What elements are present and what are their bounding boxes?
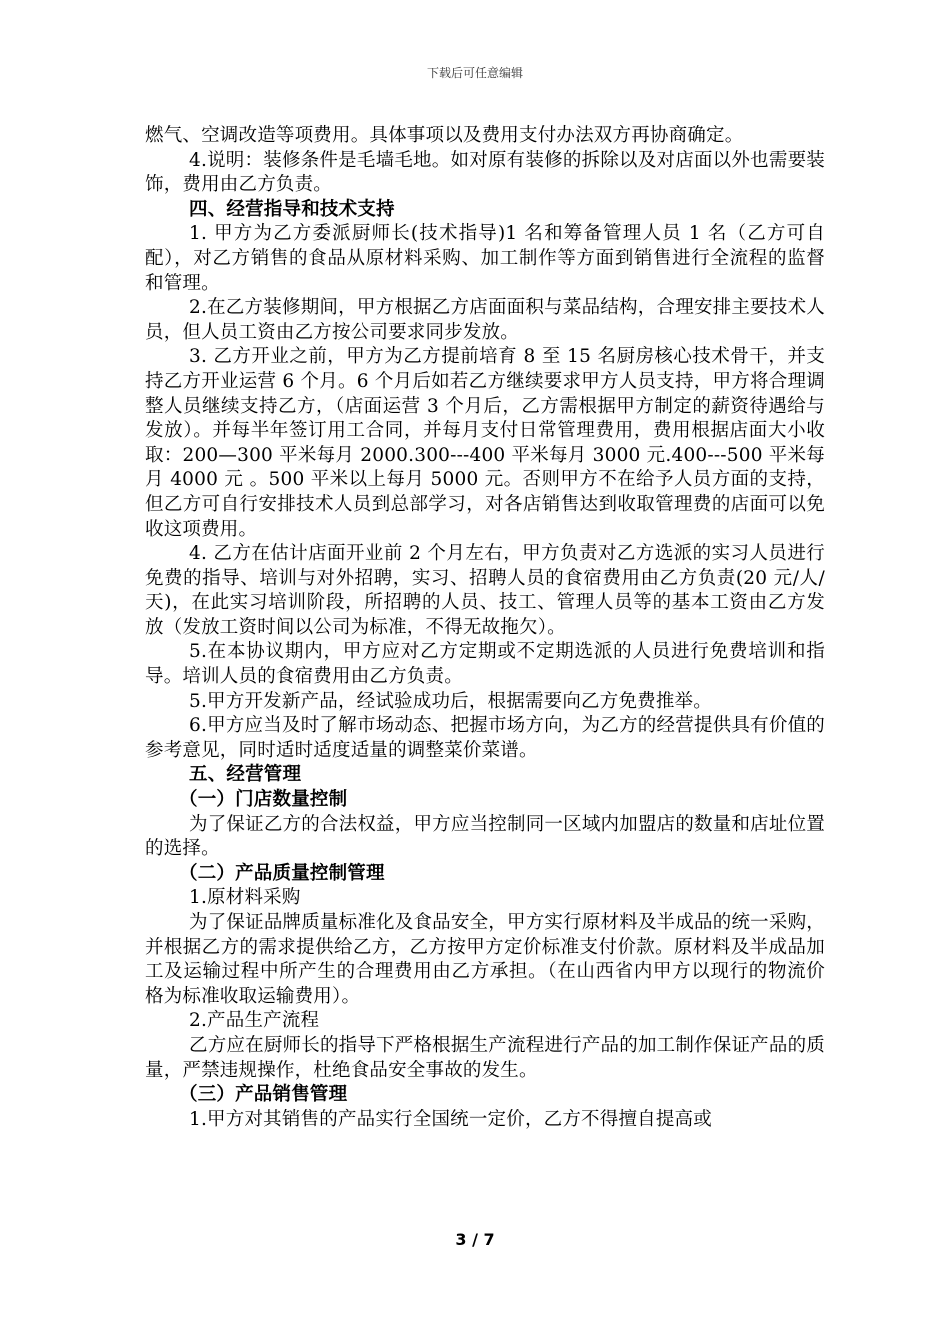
- paragraph: 2.产品生产流程: [189, 1010, 320, 1032]
- paragraph: 4. 乙方在估计店面开业前 2 个月左右，甲方负责对乙方选派的实习人员进行免费的指导、培训与对外招聘，实习、招聘人员的食宿费用由乙方负责(20 元/人/天)，在此实习培训阶段，所招聘的人员、技工、管理人员等的基本工资由乙方发放（发放工资时间以公司为标准，不得无故拖欠）。: [145, 543, 825, 638]
- paragraph: 4.说明：装修条件是毛墙毛地。如对原有装修的拆除以及对店面以外也需要装饰，费用由乙方负责。: [145, 149, 825, 196]
- section-heading: 五、经营管理: [189, 764, 302, 786]
- section-heading: 四、经营指导和技术支持: [189, 198, 395, 220]
- header-note: 下载后可任意编辑: [426, 66, 523, 80]
- paragraph: 3. 乙方开业之前，甲方为乙方提前培育 8 至 15 名厨房核心技术骨干，并支持乙方开业运营 6 个月。6 个月后如若乙方继续要求甲方人员支持，甲方将合理调整人员继续支持乙方，（店面运营 3 个月后，乙方需根据甲方制定的薪资待遇给与发放）。并每半年签订用工合同，并每月支付日常管理费用，费用根据店面大小收取：200—300 平米每月 2000.300---400 平米每月 3000 元.400---500 平米每月 4000 元 。500 平米以上每月 5000 元。否则甲方不在给予人员方面的支持，但乙方可自行安排技术人员到总部学习，对各店销售达到收取管理费的店面可以免收这项费用。: [145, 346, 825, 540]
- paragraph: 1.原材料采购: [189, 887, 301, 909]
- page-number: 3 / 7: [455, 1230, 495, 1249]
- paragraph: 5.在本协议期内，甲方应对乙方定期或不定期选派的人员进行免费培训和指导。培训人员的食宿费用由乙方负责。: [145, 641, 825, 688]
- paragraph: 6.甲方应当及时了解市场动态、把握市场方向，为乙方的经营提供具有价值的参考意见，同时适时适度适量的调整菜价菜谱。: [145, 715, 825, 761]
- paragraph: 为了保证品牌质量标准化及食品安全，甲方实行原材料及半成品的统一采购，并根据乙方的需求提供给乙方，乙方按甲方定价标准支付价款。原材料及半成品加工及运输过程中所产生的合理费用由乙方承担。（在山西省内甲方以现行的物流价格为标准收取运输费用）。: [145, 912, 825, 1007]
- subsection-heading: （三）产品销售管理: [179, 1084, 348, 1106]
- paragraph: 为了保证乙方的合法权益，甲方应当控制同一区域内加盟店的数量和店址位置的选择。: [145, 813, 825, 860]
- paragraph: 乙方应在厨师长的指导下严格根据生产流程进行产品的加工制作保证产品的质量，严禁违规操作，杜绝食品安全事故的发生。: [145, 1034, 825, 1081]
- paragraph: 5.甲方开发新产品，经试验成功后，根据需要向乙方免费推举。: [189, 690, 712, 712]
- paragraph: 燃气、空调改造等项费用。具体事项以及费用支付办法双方再协商确定。: [145, 125, 744, 146]
- subsection-heading: （一）门店数量控制: [179, 789, 348, 811]
- paragraph: 2.在乙方装修期间，甲方根据乙方店面面积与菜品结构，合理安排主要技术人员，但人员工资由乙方按公司要求同步发放。: [145, 297, 825, 343]
- paragraph: 1. 甲方为乙方委派厨师长(技术指导)1 名和筹备管理人员 1 名（乙方可自配），对乙方销售的食品从原材料采购、加工制作等方面到销售进行全流程的监督和管理。: [145, 223, 825, 294]
- document-body: [145, 124, 825, 1132]
- subsection-heading: （二）产品质量控制管理: [179, 862, 385, 884]
- paragraph: 1.甲方对其销售的产品实行全国统一定价，乙方不得擅自提高或: [189, 1108, 712, 1130]
